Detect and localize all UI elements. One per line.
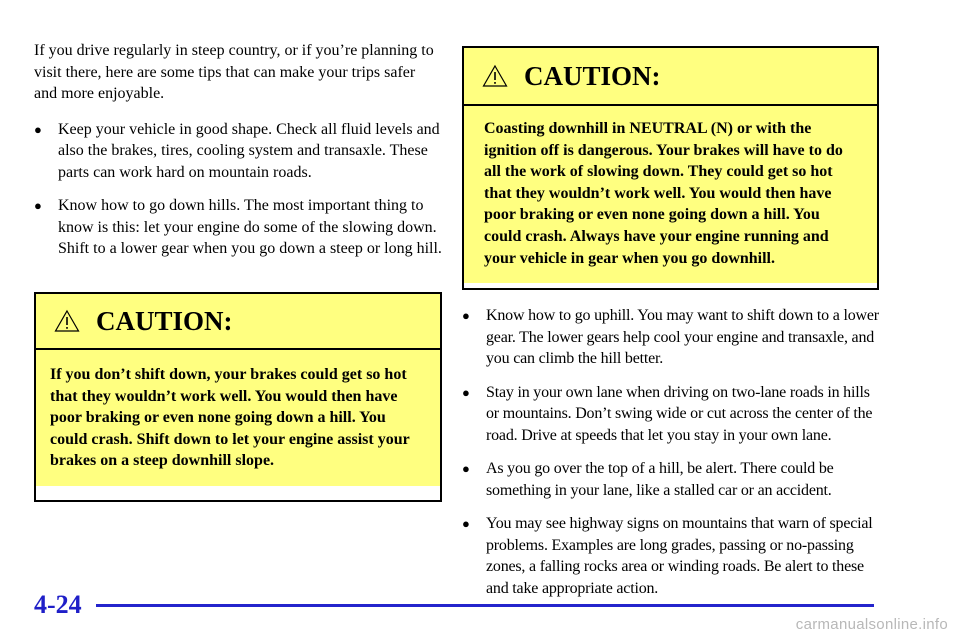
caution-title: CAUTION:: [524, 60, 661, 91]
bullet-text: Stay in your own lane when driving on two-lane roads in hills or mountains. Don’t swing wide or cut across the center of the road. Drive at speeds that let you stay in your own lane.: [486, 383, 873, 444]
bullet-icon: ●: [462, 461, 470, 476]
bullet-text: You may see highway signs on mountains that warn of special problems. Examples are long grades, passing or no-passing zones, a falling rocks area or winding roads. Be alert to these and take appropriate action.: [486, 515, 873, 597]
bullet-text: Know how to go uphill. You may want to shift down to a lower gear. The lower gears help cool your engine and transaxle, and you can climb the hill better.: [486, 307, 879, 367]
list-item: [462, 458, 882, 501]
left-column: [34, 40, 442, 272]
caution-box-left: [34, 292, 442, 502]
bullet-text: As you go over the top of a hill, be alert. There could be something in your lane, like a stalled car or an accident.: [486, 460, 834, 499]
watermark: carmanualsonline.info: [795, 616, 948, 633]
list-item: [34, 195, 442, 260]
caution-body: If you don’t shift down, your brakes could get so hot that they wouldn’t work well. You would then have poor braking or even none going down a hill. You could crash. Shift down to let your engine assist your brakes on a steep downhill slope.: [36, 350, 440, 486]
caution-header: [36, 294, 440, 350]
caution-header: [464, 48, 877, 106]
list-item: [34, 119, 442, 184]
right-column: [462, 305, 882, 611]
bullet-icon: ●: [34, 198, 42, 213]
bullet-icon: ●: [34, 121, 42, 137]
bullet-icon: ●: [462, 384, 470, 400]
footer-rule: [96, 604, 874, 607]
bullet-icon: ●: [462, 516, 470, 531]
warning-triangle-icon: [482, 64, 508, 88]
caution-body: Coasting downhill in NEUTRAL (N) or with the ignition off is dangerous. Your brakes will have to do all the work of slowing down. They could get so hot that they wouldn’t work well. You would then have poor braking or even none going down a hill. You could crash. Always have your engine running and your vehicle in gear when you go downhill.: [464, 106, 877, 283]
bullet-text: Keep your vehicle in good shape. Check all fluid levels and also the brakes, tires, cooling system and transaxle. These parts can work hard on mountain roads.: [58, 120, 440, 181]
page-number: 4-24: [34, 590, 82, 619]
list-item: [462, 305, 882, 370]
caution-box-right: [462, 46, 879, 290]
bullet-text: Know how to go down hills. The most important thing to know is this: let your engine do some of the slowing down. Shift to a lower gear when you go down a steep or long hill.: [58, 197, 442, 257]
list-item: [462, 513, 882, 599]
bullet-icon: ●: [462, 308, 470, 323]
warning-triangle-icon: [54, 309, 80, 333]
intro-paragraph: If you drive regularly in steep country, or if you’re planning to visit there, here are some tips that can make your trips safer and more enjoyable.: [34, 42, 434, 102]
caution-title: CAUTION:: [96, 305, 233, 336]
list-item: [462, 382, 882, 447]
